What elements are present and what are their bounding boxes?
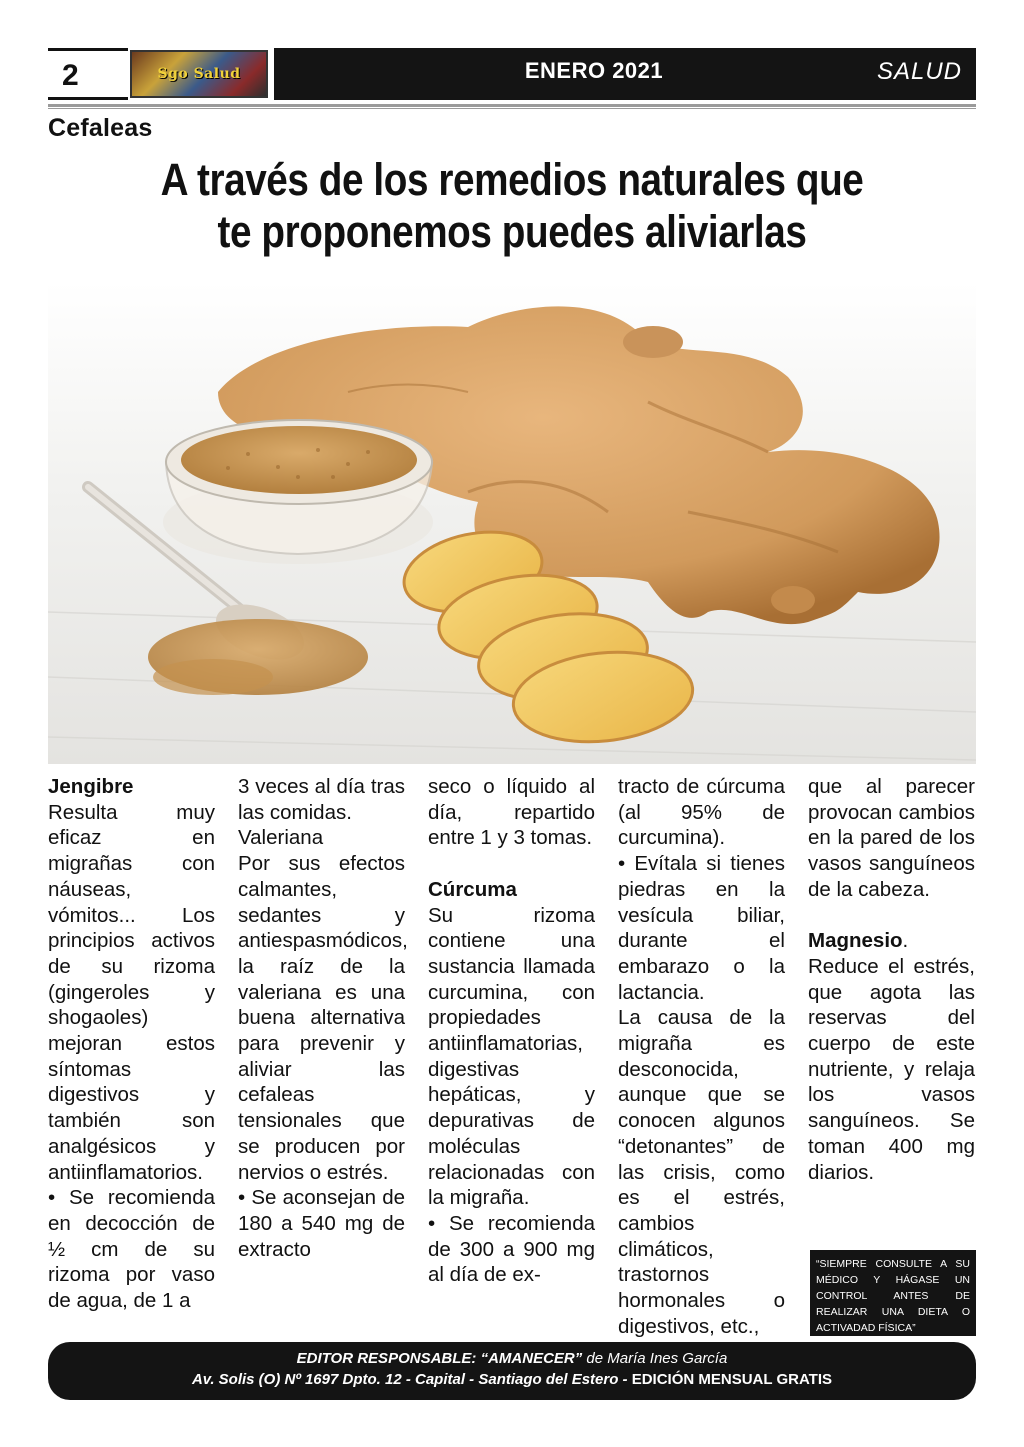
subhead-curcuma: Cúrcuma xyxy=(428,877,517,901)
powder-pile xyxy=(148,619,368,695)
article-photo xyxy=(48,282,976,764)
page-number: 2 xyxy=(62,59,79,92)
header-band xyxy=(274,48,976,100)
subhead-magnesio-dot: . xyxy=(902,929,909,953)
paragraph-gap xyxy=(428,851,595,877)
column-2 xyxy=(238,774,408,1262)
headline-line-1: A través de los remedios naturales que xyxy=(160,154,864,205)
medical-advice-box: “SIEMPRE CONSULTE A SU MÉDICO Y HÁGASE UN CONTROL ANTES DE REALIZAR UNA DIETA O ACTIVADAD FÍSICA” xyxy=(810,1250,976,1336)
headline-line-2: te proponemos puedes aliviarlas xyxy=(217,206,807,257)
footer-edition: EDICIÓN MENSUAL GRATIS xyxy=(631,1371,833,1388)
page-number-box xyxy=(48,48,128,100)
bullet-curcuma-warning: • Evítala si tienes piedras en la vesícula biliar, durante el embarazo o la lactancia. xyxy=(618,852,785,1004)
footer-editor-line xyxy=(48,1350,976,1367)
subhead-magnesio: Magnesio xyxy=(808,929,903,953)
footer-address-line xyxy=(48,1371,976,1388)
article-kicker: Cefaleas xyxy=(48,114,153,142)
page-footer xyxy=(48,1342,976,1400)
paragraph-gap xyxy=(808,903,975,929)
section-name: SALUD xyxy=(876,58,962,85)
paragraph-causa: La causa de la migraña es desconocida, aunque que se conocen algunos “detonantes” de las crisis, como es el estrés, cambios climáticos, trastornos hormonales o digestivos, etc., xyxy=(618,1006,785,1338)
paragraph-jengibre: Resulta muy eficaz en migrañas con náuseas, vómitos... Los principios activos de su rizoma (gingeroles y shogaoles) mejoran estos síntomas digestivos y también son analgésicos y antiinflamatorios. xyxy=(48,800,215,1184)
subhead-jengibre: Jengibre xyxy=(48,775,134,798)
header-rule-thin xyxy=(48,108,976,109)
paragraph-valeriana-cont: seco o líquido al día, repartido entre 1 y 3 tomas. xyxy=(428,775,595,850)
article-body xyxy=(48,774,976,1338)
header-rule xyxy=(48,104,976,107)
logo-text: Sgo Salud xyxy=(157,66,241,82)
footer-address: Av. Solis (O) Nº 1697 Dpto. 12 - Capital - Santiago del Estero - xyxy=(191,1371,628,1388)
paragraph-valeriana: Por sus efectos calmantes, sedantes y antiespasmódicos, la raíz de la valeriana es una buena alternativa para prevenir y aliviar las cefaleas tensionales que se producen por nervios o estrés. xyxy=(238,852,408,1184)
column-4 xyxy=(618,774,785,1339)
bullet-curcuma-dosis: • Se recomienda de 300 a 900 mg al día de ex- xyxy=(428,1211,595,1287)
column-5 xyxy=(808,774,975,1185)
issue-date: ENERO 2021 xyxy=(524,58,664,83)
powder-bowl xyxy=(163,420,433,564)
column-1 xyxy=(48,774,215,1314)
paragraph-curcuma-cont: tracto de cúrcuma (al 95% de curcumina). xyxy=(618,775,785,850)
column-3 xyxy=(428,774,595,1288)
paragraph-causa-cont: que al parecer provocan cambios en la pared de los vasos sanguíneos de la cabeza. xyxy=(808,775,975,901)
publication-logo xyxy=(130,50,268,98)
paragraph-magnesio: Reduce el estrés, que agota las reservas del cuerpo de este nutriente, y relaja los vasos sanguíneos. Se toman 400 mg diarios. xyxy=(808,954,975,1184)
subhead-magnesio-line xyxy=(808,928,975,954)
page-header xyxy=(48,48,976,100)
article-headline xyxy=(123,154,900,258)
footer-label: EDITOR RESPONSABLE: xyxy=(296,1350,477,1367)
bullet-jengibre-dosis: • Se recomienda en decocción de ½ cm de su rizoma por vaso de agua, de 1 a xyxy=(48,1186,215,1313)
footer-editor: de María Ines García xyxy=(586,1350,728,1367)
subhead-valeriana: Valeriana xyxy=(238,826,324,850)
ginger-photo-illustration xyxy=(48,282,976,764)
paragraph-jengibre-cont: 3 veces al día tras las comidas. xyxy=(238,775,405,824)
bullet-valeriana-dosis: • Se aconsejan de 180 a 540 mg de extracto xyxy=(238,1186,405,1261)
paragraph-curcuma: Su rizoma contiene una sustancia llamada curcumina, con propiedades antiinflamatorias, digestivas hepáticas, y depurativas de moléculas relacionadas con la migraña. xyxy=(428,903,595,1210)
footer-publication: “AMANECER” xyxy=(480,1350,583,1367)
